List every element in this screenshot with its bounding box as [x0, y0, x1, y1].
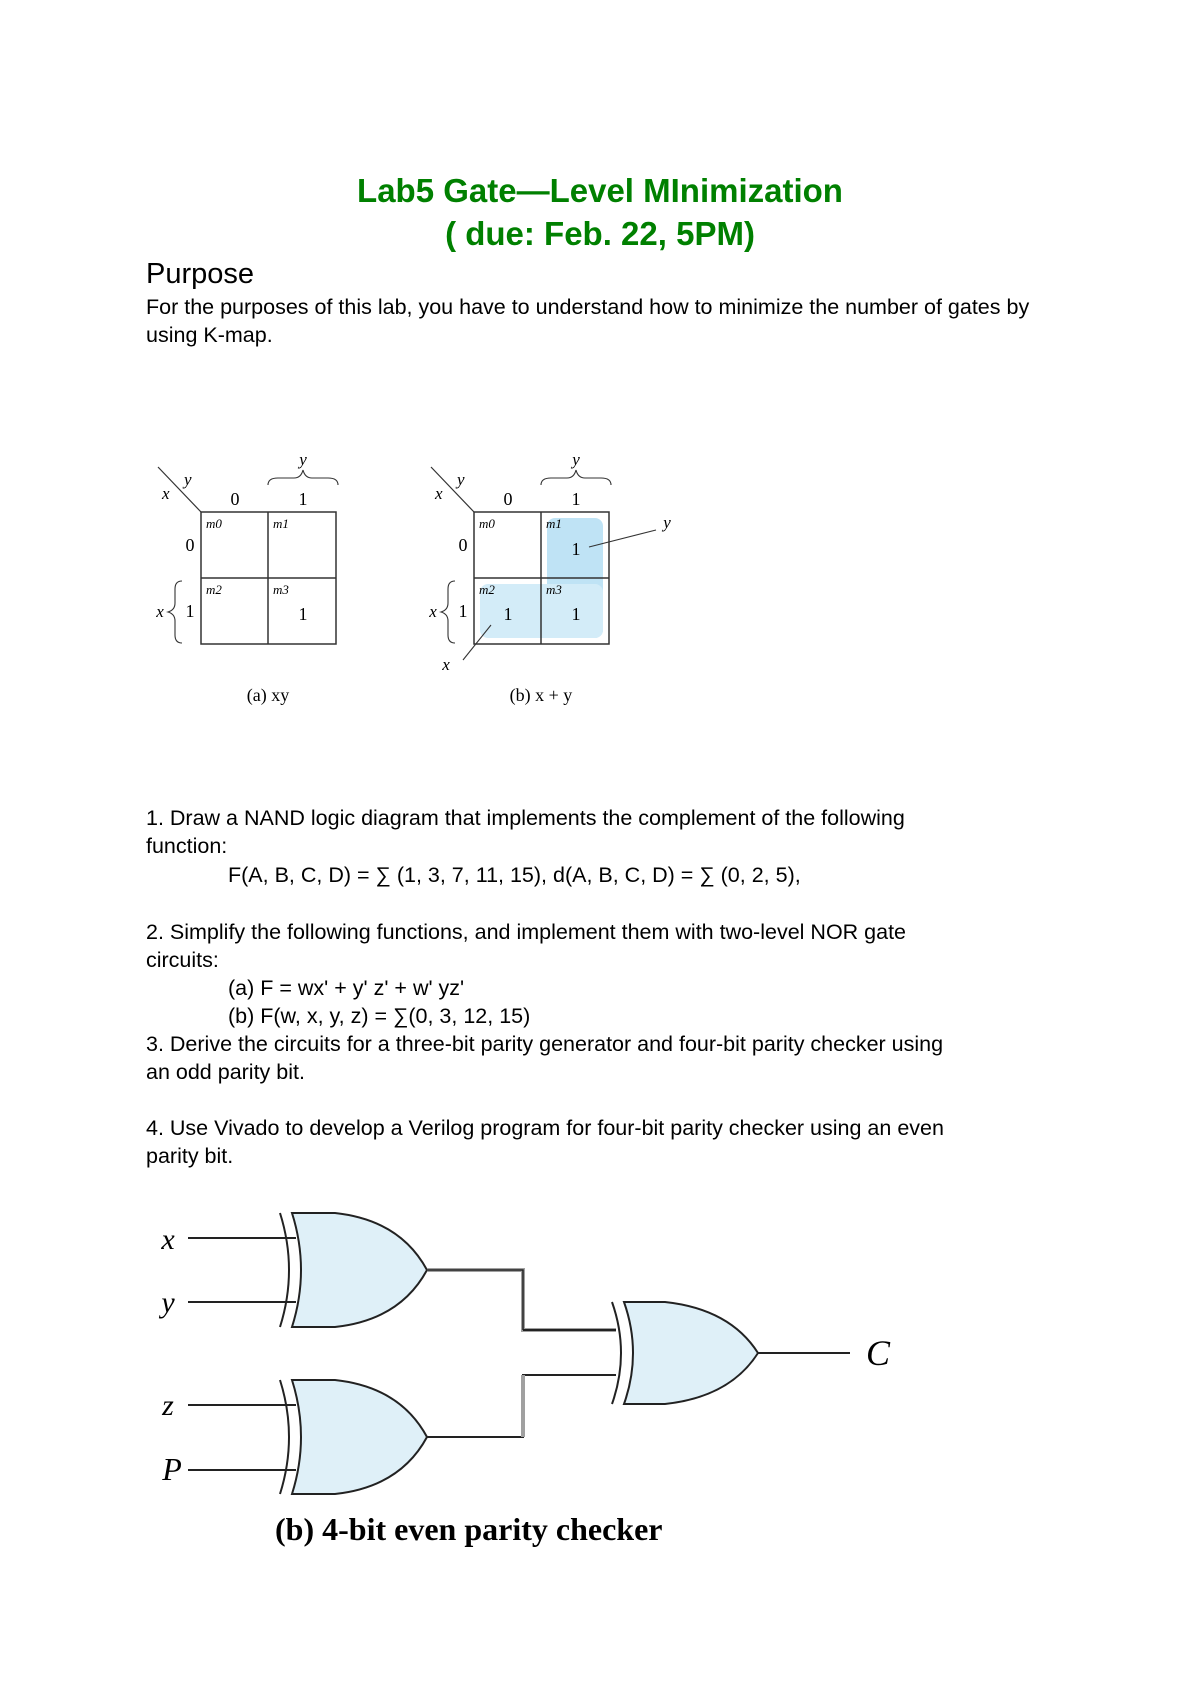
parity-checker-diagram	[150, 1205, 930, 1565]
q2-a: (a) F = wx' + y' z' + w' yz'	[228, 976, 465, 1000]
q3-line1: 3. Derive the circuits for a three-bit parity generator and four-bit parity checker using	[146, 1032, 944, 1056]
kmap-b-brace-top: y	[572, 450, 580, 469]
kmap-a-row1: 1	[185, 601, 195, 621]
kmap-a-cell3: 1	[298, 604, 308, 624]
kmap-b-col-var: y	[457, 470, 465, 489]
kmap-a-m1: m1	[273, 516, 289, 531]
q2-line1: 2. Simplify the following functions, and implement them with two-level NOR gate	[146, 920, 907, 944]
kmap-b-col1: 1	[571, 489, 581, 509]
kmap-a-col-var: y	[184, 470, 192, 489]
q4-line2: parity bit.	[146, 1144, 234, 1168]
input-x-label: x	[161, 1223, 175, 1256]
input-z-label: z	[162, 1389, 174, 1422]
kmap-b-cell2: 1	[503, 604, 513, 624]
kmap-a-caption: (a) xy	[246, 685, 290, 705]
output-c-label: C	[865, 1333, 891, 1373]
input-y-label: y	[161, 1286, 175, 1319]
kmap-b-row0: 0	[458, 535, 468, 555]
q1-line1: 1. Draw a NAND logic diagram that implements the complement of the following	[146, 806, 905, 830]
kmap-a-m0: m0	[206, 516, 222, 531]
due-date: ( due: Feb. 22, 5PM)	[445, 215, 755, 252]
q1-line2: function:	[146, 834, 228, 858]
kmap-b-brace-left: x	[429, 602, 437, 621]
kmap-b-caption: (b) x + y	[509, 685, 573, 705]
kmap-b-cell1: 1	[571, 539, 581, 559]
kmap-b-m2: m2	[479, 582, 495, 597]
xor-gate-1	[280, 1213, 427, 1327]
xor-gate-3	[612, 1302, 758, 1404]
kmap-a	[148, 450, 368, 715]
q3-line2: an odd parity bit.	[146, 1060, 305, 1084]
kmap-a-col1: 1	[298, 489, 308, 509]
kmap-b-m3: m3	[546, 582, 562, 597]
purpose-heading: Purpose	[146, 258, 255, 290]
kmap-a-m3: m3	[273, 582, 289, 597]
kmap-b-m1: m1	[546, 516, 562, 531]
kmap-a-row0: 0	[185, 535, 195, 555]
kmap-b-col0: 0	[503, 489, 513, 509]
q4-line1: 4. Use Vivado to develop a Verilog program for four-bit parity checker using an even	[146, 1116, 944, 1140]
input-p-label: P	[162, 1451, 182, 1487]
purpose-text: For the purposes of this lab, you have to understand how to minimize the number of gates by using K-map.	[146, 295, 1030, 347]
kmap-b-m0: m0	[479, 516, 495, 531]
kmap-b-row1: 1	[458, 601, 468, 621]
q1-formula: F(A, B, C, D) = ∑ (1, 3, 7, 11, 15), d(A, B, C, D) = ∑ (0, 2, 5),	[228, 863, 801, 887]
q2-line2: circuits:	[146, 948, 219, 972]
kmap-a-row-var: x	[162, 484, 170, 503]
page-title: Lab5 Gate—Level MInimization	[357, 172, 843, 209]
xor-gate-2	[280, 1380, 427, 1494]
kmap-b-cell3: 1	[571, 604, 581, 624]
circuit-caption: (b) 4-bit even parity checker	[275, 1511, 663, 1547]
kmap-a-brace-top: y	[299, 450, 307, 469]
kmap-a-m2: m2	[206, 582, 222, 597]
kmap-b	[421, 450, 701, 715]
kmap-b-arrow-y: y	[663, 513, 671, 532]
kmap-b-row-var: x	[435, 484, 443, 503]
kmap-b-arrow-x: x	[442, 655, 450, 674]
kmap-a-brace-left: x	[156, 602, 164, 621]
q2-b: (b) F(w, x, y, z) = ∑(0, 3, 12, 15)	[228, 1004, 531, 1028]
kmap-a-col0: 0	[230, 489, 240, 509]
